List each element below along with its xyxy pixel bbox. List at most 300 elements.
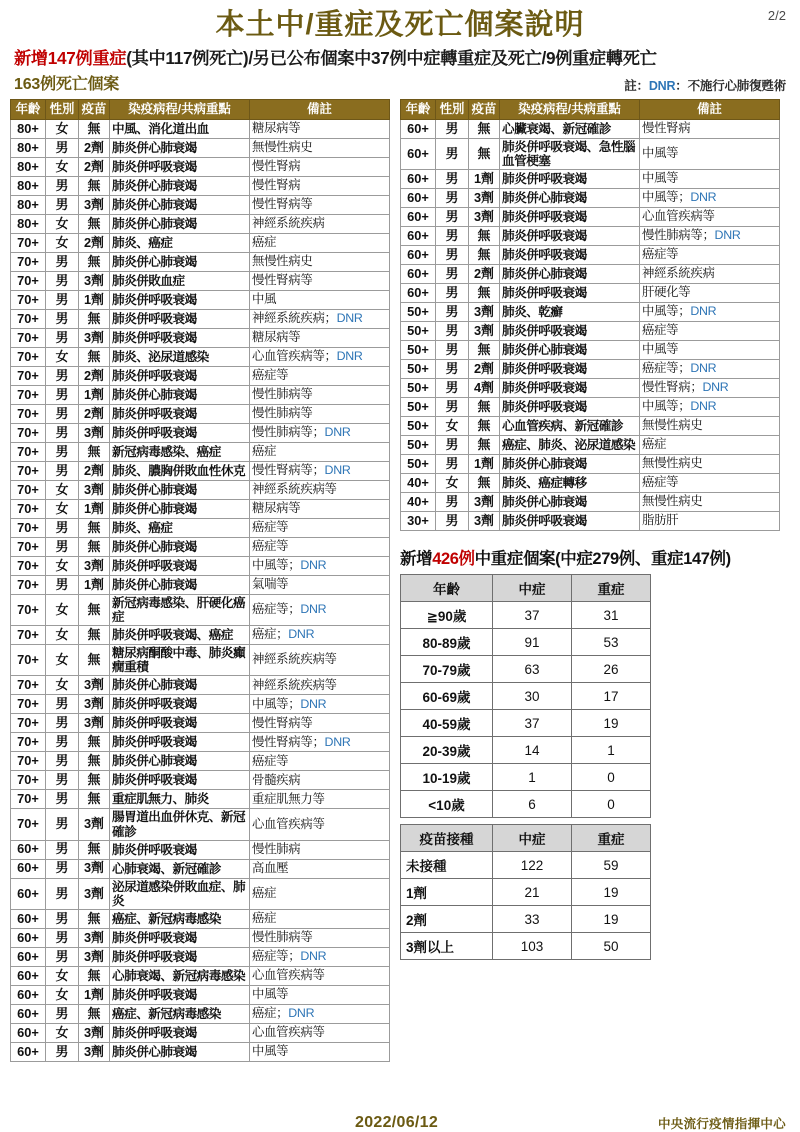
cell-vaccine: 2劑 bbox=[469, 360, 500, 379]
stats-title-suffix: 中重症個案(中症279例、重症147例) bbox=[474, 550, 731, 569]
table-row bbox=[11, 1042, 390, 1061]
cell-age: 70+ bbox=[11, 676, 46, 695]
cell-age: 70+ bbox=[11, 500, 46, 519]
cell-sex: 男 bbox=[46, 424, 79, 443]
cell-age: 80+ bbox=[11, 196, 46, 215]
cell-age: 60+ bbox=[11, 985, 46, 1004]
cell-remark: 心血管疾病等；DNR bbox=[250, 348, 390, 367]
cell-course: 肺炎併心肺衰竭 bbox=[110, 196, 250, 215]
cell-course: 肺炎併心肺衰竭 bbox=[500, 341, 640, 360]
table-row bbox=[11, 626, 390, 645]
cell-sex: 男 bbox=[436, 493, 469, 512]
cell-remark: 癌症；DNR bbox=[250, 626, 390, 645]
table-row bbox=[11, 878, 390, 909]
cell-vaccine: 無 bbox=[79, 626, 110, 645]
dnr-tag: DNR bbox=[288, 1005, 315, 1020]
stats-cell-label: 1劑 bbox=[401, 879, 493, 906]
cell-remark: 氣喘等 bbox=[250, 576, 390, 595]
cell-vaccine: 3劑 bbox=[79, 1042, 110, 1061]
age-statistics-table bbox=[400, 574, 651, 818]
cell-sex: 男 bbox=[436, 436, 469, 455]
cell-sex: 男 bbox=[46, 386, 79, 405]
cell-vaccine: 1劑 bbox=[79, 500, 110, 519]
table-row bbox=[401, 629, 651, 656]
col-header-remark: 備註 bbox=[250, 99, 390, 119]
col-header-sex: 性別 bbox=[46, 99, 79, 119]
cell-sex: 男 bbox=[436, 512, 469, 531]
cell-course: 心肺衰竭、新冠病毒感染 bbox=[110, 966, 250, 985]
stats-cell-severe: 0 bbox=[572, 764, 651, 791]
cell-age: 80+ bbox=[11, 158, 46, 177]
cell-remark: 慢性肺病等；DNR bbox=[250, 424, 390, 443]
cell-remark: 慢性肺病等 bbox=[250, 928, 390, 947]
cell-vaccine: 無 bbox=[79, 253, 110, 272]
cell-remark: 慢性腎病 bbox=[250, 177, 390, 196]
cell-sex: 男 bbox=[436, 398, 469, 417]
cell-sex: 男 bbox=[46, 519, 79, 538]
cell-age: 70+ bbox=[11, 310, 46, 329]
cell-sex: 男 bbox=[46, 177, 79, 196]
dnr-tag: DNR bbox=[324, 425, 351, 440]
stats-cell-severe: 53 bbox=[572, 629, 651, 656]
stats-cell-label: 3劑以上 bbox=[401, 933, 493, 960]
cell-course: 肺炎併呼吸衰竭 bbox=[110, 771, 250, 790]
table-row bbox=[11, 645, 390, 676]
cell-age: 70+ bbox=[11, 809, 46, 840]
dnr-note bbox=[624, 76, 786, 94]
cell-remark: 中風等；DNR bbox=[640, 303, 780, 322]
cell-remark: 神經系統疾病；DNR bbox=[250, 310, 390, 329]
table-row bbox=[11, 139, 390, 158]
cell-vaccine: 3劑 bbox=[79, 714, 110, 733]
cell-vaccine: 無 bbox=[469, 341, 500, 360]
cell-age: 70+ bbox=[11, 481, 46, 500]
subtitle-line bbox=[0, 49, 800, 68]
cell-vaccine: 1劑 bbox=[469, 170, 500, 189]
cell-sex: 女 bbox=[436, 417, 469, 436]
cell-course: 泌尿道感染併敗血症、肺炎 bbox=[110, 878, 250, 909]
cell-age: 70+ bbox=[11, 329, 46, 348]
cell-vaccine: 無 bbox=[469, 417, 500, 436]
cell-age: 70+ bbox=[11, 386, 46, 405]
cell-course: 中風、消化道出血 bbox=[110, 120, 250, 139]
cell-vaccine: 3劑 bbox=[79, 424, 110, 443]
cell-sex: 女 bbox=[46, 234, 79, 253]
cell-course: 重症肌無力、肺炎 bbox=[110, 790, 250, 809]
cell-vaccine: 無 bbox=[469, 227, 500, 246]
cell-remark: 中風等 bbox=[250, 1042, 390, 1061]
cell-course: 肺炎併心肺衰竭 bbox=[110, 215, 250, 234]
cell-course: 肺炎併呼吸衰竭 bbox=[500, 322, 640, 341]
cell-course: 癌症、肺炎、泌尿道感染 bbox=[500, 436, 640, 455]
table-row bbox=[11, 752, 390, 771]
cell-vaccine: 1劑 bbox=[79, 386, 110, 405]
table-row bbox=[401, 852, 651, 879]
cell-course: 癌症、新冠病毒感染 bbox=[110, 909, 250, 928]
cell-age: 70+ bbox=[11, 595, 46, 626]
table-row bbox=[11, 840, 390, 859]
cell-remark: 無慢性病史 bbox=[640, 455, 780, 474]
cell-course: 肺炎併呼吸衰竭 bbox=[500, 360, 640, 379]
stats-cell-severe: 59 bbox=[572, 852, 651, 879]
stats-cell-moderate: 122 bbox=[493, 852, 572, 879]
cell-remark: 神經系統疾病等 bbox=[250, 645, 390, 676]
table-row bbox=[11, 158, 390, 177]
table-row bbox=[11, 424, 390, 443]
table-row bbox=[11, 348, 390, 367]
cell-vaccine: 無 bbox=[79, 120, 110, 139]
cell-sex: 女 bbox=[46, 985, 79, 1004]
table-row bbox=[401, 360, 780, 379]
cell-age: 60+ bbox=[401, 246, 436, 265]
cell-remark: 癌症等 bbox=[640, 322, 780, 341]
cell-remark: 糖尿病等 bbox=[250, 500, 390, 519]
footer-organization: 中央流行疫情指揮中心 bbox=[657, 1117, 786, 1131]
cell-course: 肺炎併呼吸衰竭 bbox=[110, 329, 250, 348]
cell-age: 70+ bbox=[11, 253, 46, 272]
cell-age: 60+ bbox=[401, 265, 436, 284]
cell-vaccine: 3劑 bbox=[469, 208, 500, 227]
cell-sex: 男 bbox=[436, 322, 469, 341]
stats-cell-severe: 1 bbox=[572, 737, 651, 764]
cell-age: 70+ bbox=[11, 557, 46, 576]
table-header-row bbox=[401, 825, 651, 852]
table-row bbox=[401, 189, 780, 208]
table-row bbox=[11, 177, 390, 196]
dnr-tag: DNR bbox=[690, 190, 717, 205]
cell-course: 腸胃道出血併休克、新冠確診 bbox=[110, 809, 250, 840]
cell-course: 肺炎併呼吸衰竭 bbox=[500, 379, 640, 398]
cell-course: 肺炎併心肺衰竭 bbox=[110, 177, 250, 196]
table-row bbox=[11, 809, 390, 840]
cell-remark: 慢性肺病 bbox=[250, 840, 390, 859]
cell-remark: 骨髓疾病 bbox=[250, 771, 390, 790]
stats-col-moderate: 中症 bbox=[493, 825, 572, 852]
cell-vaccine: 無 bbox=[79, 443, 110, 462]
cell-sex: 男 bbox=[46, 462, 79, 481]
cell-sex: 男 bbox=[436, 139, 469, 170]
cell-sex: 女 bbox=[46, 645, 79, 676]
cell-vaccine: 無 bbox=[79, 1004, 110, 1023]
cell-vaccine: 3劑 bbox=[79, 481, 110, 500]
dnr-tag: DNR bbox=[690, 304, 717, 319]
cell-vaccine: 2劑 bbox=[79, 158, 110, 177]
cell-sex: 男 bbox=[46, 695, 79, 714]
cell-age: 60+ bbox=[401, 170, 436, 189]
cell-sex: 男 bbox=[46, 576, 79, 595]
cell-remark: 中風等 bbox=[640, 170, 780, 189]
statistics-section bbox=[400, 545, 780, 960]
cell-sex: 男 bbox=[46, 253, 79, 272]
cell-vaccine: 3劑 bbox=[79, 928, 110, 947]
cell-vaccine: 2劑 bbox=[79, 139, 110, 158]
cell-remark: 無慢性病史 bbox=[640, 417, 780, 436]
cell-vaccine: 2劑 bbox=[79, 234, 110, 253]
cell-course: 肺炎、泌尿道感染 bbox=[110, 348, 250, 367]
cell-sex: 女 bbox=[46, 215, 79, 234]
cell-remark: 心血管疾病等 bbox=[250, 809, 390, 840]
cell-course: 肺炎、乾癬 bbox=[500, 303, 640, 322]
cell-course: 肺炎併心肺衰竭 bbox=[110, 481, 250, 500]
table-row bbox=[11, 695, 390, 714]
footer-date: 2022/06/12 bbox=[355, 1114, 439, 1131]
table-row bbox=[401, 879, 651, 906]
stats-cell-moderate: 91 bbox=[493, 629, 572, 656]
cell-vaccine: 3劑 bbox=[79, 676, 110, 695]
cell-remark: 癌症等 bbox=[640, 474, 780, 493]
cell-sex: 男 bbox=[46, 443, 79, 462]
table-row bbox=[401, 208, 780, 227]
cell-course: 肺炎、膿胸併敗血性休克 bbox=[110, 462, 250, 481]
cell-remark: 癌症；DNR bbox=[250, 1004, 390, 1023]
cell-sex: 男 bbox=[46, 771, 79, 790]
cell-course: 肺炎併心肺衰竭 bbox=[500, 493, 640, 512]
cell-vaccine: 無 bbox=[469, 398, 500, 417]
cell-course: 肺炎併呼吸衰竭 bbox=[110, 557, 250, 576]
cell-course: 肺炎併呼吸衰竭 bbox=[500, 284, 640, 303]
table-row bbox=[11, 947, 390, 966]
cell-sex: 男 bbox=[436, 208, 469, 227]
cell-sex: 男 bbox=[436, 303, 469, 322]
cell-vaccine: 無 bbox=[79, 645, 110, 676]
cell-remark: 中風等；DNR bbox=[640, 398, 780, 417]
cell-sex: 男 bbox=[436, 379, 469, 398]
cell-sex: 女 bbox=[46, 676, 79, 695]
cell-course: 肺炎併心肺衰竭 bbox=[110, 253, 250, 272]
cell-sex: 男 bbox=[436, 170, 469, 189]
table-row bbox=[11, 928, 390, 947]
table-row bbox=[401, 474, 780, 493]
statistics-title bbox=[400, 545, 780, 569]
table-row bbox=[401, 120, 780, 139]
cell-sex: 女 bbox=[46, 120, 79, 139]
cell-vaccine: 1劑 bbox=[79, 985, 110, 1004]
cell-sex: 男 bbox=[46, 367, 79, 386]
cell-vaccine: 3劑 bbox=[469, 303, 500, 322]
cell-sex: 男 bbox=[436, 189, 469, 208]
cell-course: 肺炎併呼吸衰竭 bbox=[110, 158, 250, 177]
cell-age: 70+ bbox=[11, 519, 46, 538]
cell-sex: 女 bbox=[46, 595, 79, 626]
stats-cell-severe: 50 bbox=[572, 933, 651, 960]
cell-course: 心肺衰竭、新冠確診 bbox=[110, 859, 250, 878]
cell-age: 60+ bbox=[11, 1042, 46, 1061]
cell-remark: 中風等；DNR bbox=[250, 557, 390, 576]
stats-cell-moderate: 6 bbox=[493, 791, 572, 818]
cell-age: 50+ bbox=[401, 360, 436, 379]
vaccine-statistics-table bbox=[400, 824, 651, 960]
table-row bbox=[11, 1023, 390, 1042]
cell-age: 80+ bbox=[11, 120, 46, 139]
cell-age: 70+ bbox=[11, 291, 46, 310]
cell-sex: 女 bbox=[46, 1023, 79, 1042]
table-row bbox=[11, 329, 390, 348]
cell-remark: 無慢性病史 bbox=[640, 493, 780, 512]
dnr-tag: DNR bbox=[690, 399, 717, 414]
cell-course: 肺炎併心肺衰竭 bbox=[110, 386, 250, 405]
cell-age: 60+ bbox=[11, 1004, 46, 1023]
cell-sex: 男 bbox=[46, 752, 79, 771]
cell-age: 60+ bbox=[11, 909, 46, 928]
cell-remark: 癌症等 bbox=[250, 752, 390, 771]
cell-course: 肺炎、癌症轉移 bbox=[500, 474, 640, 493]
cell-age: 60+ bbox=[11, 928, 46, 947]
cell-age: 70+ bbox=[11, 626, 46, 645]
cell-remark: 癌症等；DNR bbox=[250, 595, 390, 626]
table-row bbox=[11, 519, 390, 538]
cell-vaccine: 3劑 bbox=[79, 272, 110, 291]
table-row bbox=[11, 443, 390, 462]
cell-vaccine: 無 bbox=[469, 284, 500, 303]
cell-age: 70+ bbox=[11, 538, 46, 557]
table-row bbox=[11, 234, 390, 253]
cell-course: 肺炎併呼吸衰竭 bbox=[500, 227, 640, 246]
table-row bbox=[11, 291, 390, 310]
cell-course: 肺炎、癌症 bbox=[110, 234, 250, 253]
table-row bbox=[401, 170, 780, 189]
stats-cell-moderate: 30 bbox=[493, 683, 572, 710]
cell-sex: 男 bbox=[436, 455, 469, 474]
cell-age: 60+ bbox=[11, 1023, 46, 1042]
stats-cell-severe: 26 bbox=[572, 656, 651, 683]
cell-age: 70+ bbox=[11, 645, 46, 676]
cell-course: 肺炎併呼吸衰竭 bbox=[110, 424, 250, 443]
stats-title-prefix: 新增 bbox=[400, 550, 433, 569]
cell-vaccine: 無 bbox=[469, 120, 500, 139]
cell-remark: 神經系統疾病 bbox=[250, 215, 390, 234]
cell-age: 70+ bbox=[11, 695, 46, 714]
cell-sex: 男 bbox=[46, 272, 79, 291]
cell-sex: 女 bbox=[46, 626, 79, 645]
cell-sex: 男 bbox=[436, 246, 469, 265]
table-row bbox=[401, 656, 651, 683]
stats-title-count: 426例 bbox=[432, 550, 475, 569]
cell-remark: 神經系統疾病等 bbox=[250, 481, 390, 500]
cell-sex: 男 bbox=[46, 329, 79, 348]
col-header-course: 染疫病程/共病重點 bbox=[110, 99, 250, 119]
dnr-tag: DNR bbox=[324, 734, 351, 749]
vaccine-statistics-body bbox=[401, 852, 651, 960]
dnr-tag: DNR bbox=[702, 380, 729, 395]
cell-sex: 男 bbox=[46, 291, 79, 310]
cell-sex: 女 bbox=[46, 348, 79, 367]
cell-remark: 慢性肺病等；DNR bbox=[640, 227, 780, 246]
cell-course: 肺炎併呼吸衰竭 bbox=[110, 291, 250, 310]
cell-sex: 男 bbox=[436, 341, 469, 360]
stats-col-severe: 重症 bbox=[572, 575, 651, 602]
cell-age: 60+ bbox=[11, 878, 46, 909]
cell-remark: 慢性腎病等 bbox=[250, 272, 390, 291]
cell-age: 60+ bbox=[11, 859, 46, 878]
cell-course: 肺炎併呼吸衰竭、癌症 bbox=[110, 626, 250, 645]
cell-sex: 男 bbox=[46, 840, 79, 859]
table-row bbox=[401, 791, 651, 818]
cell-vaccine: 無 bbox=[79, 733, 110, 752]
dnr-tag: DNR bbox=[300, 602, 327, 617]
cell-vaccine: 無 bbox=[79, 310, 110, 329]
cell-sex: 男 bbox=[46, 947, 79, 966]
cell-course: 肺炎併呼吸衰竭 bbox=[110, 310, 250, 329]
cell-sex: 男 bbox=[46, 878, 79, 909]
table-row bbox=[401, 322, 780, 341]
table-row bbox=[401, 602, 651, 629]
subtitle-second-row bbox=[0, 68, 800, 94]
death-count-label: 163例死亡個案 bbox=[14, 75, 120, 93]
cell-age: 60+ bbox=[401, 284, 436, 303]
cell-age: 60+ bbox=[11, 947, 46, 966]
cell-age: 30+ bbox=[401, 512, 436, 531]
note-prefix: 註： bbox=[624, 78, 649, 93]
cell-sex: 男 bbox=[46, 538, 79, 557]
cell-vaccine: 3劑 bbox=[469, 493, 500, 512]
cell-course: 肺炎併心肺衰竭 bbox=[110, 500, 250, 519]
cell-remark: 中風 bbox=[250, 291, 390, 310]
cell-age: 70+ bbox=[11, 733, 46, 752]
cell-age: 60+ bbox=[401, 227, 436, 246]
cell-sex: 男 bbox=[46, 790, 79, 809]
cell-age: 70+ bbox=[11, 234, 46, 253]
cell-vaccine: 無 bbox=[79, 215, 110, 234]
table-row bbox=[11, 985, 390, 1004]
dnr-tag: DNR bbox=[300, 558, 327, 573]
stats-cell-severe: 17 bbox=[572, 683, 651, 710]
col-header-course: 染疫病程/共病重點 bbox=[500, 99, 640, 119]
cell-course: 肺炎併呼吸衰竭 bbox=[110, 840, 250, 859]
cell-course: 肺炎併心肺衰竭 bbox=[500, 189, 640, 208]
table-row bbox=[11, 1004, 390, 1023]
table-row bbox=[401, 436, 780, 455]
cell-age: 70+ bbox=[11, 272, 46, 291]
stats-cell-label: 80-89歲 bbox=[401, 629, 493, 656]
cell-remark: 中風等；DNR bbox=[640, 189, 780, 208]
table-row bbox=[11, 462, 390, 481]
cell-course: 肺炎併心肺衰竭 bbox=[500, 265, 640, 284]
table-row bbox=[401, 710, 651, 737]
cell-course: 肺炎併心肺衰竭 bbox=[110, 676, 250, 695]
cell-vaccine: 3劑 bbox=[79, 878, 110, 909]
table-row bbox=[11, 966, 390, 985]
cell-age: 60+ bbox=[401, 189, 436, 208]
cell-vaccine: 3劑 bbox=[79, 859, 110, 878]
cell-remark: 慢性腎病等 bbox=[250, 714, 390, 733]
page-title: 本土中/重症及死亡個案說明 bbox=[215, 9, 585, 41]
cell-remark: 糖尿病等 bbox=[250, 120, 390, 139]
cell-sex: 女 bbox=[46, 158, 79, 177]
table-header-row bbox=[401, 99, 780, 119]
cell-age: 50+ bbox=[401, 398, 436, 417]
cell-sex: 男 bbox=[46, 1042, 79, 1061]
cell-age: 50+ bbox=[401, 303, 436, 322]
cell-course: 肺炎併呼吸衰竭 bbox=[500, 398, 640, 417]
cell-age: 50+ bbox=[401, 341, 436, 360]
cell-sex: 男 bbox=[46, 714, 79, 733]
stats-cell-moderate: 33 bbox=[493, 906, 572, 933]
table-row bbox=[401, 398, 780, 417]
cell-remark: 癌症等 bbox=[640, 246, 780, 265]
cell-remark: 癌症 bbox=[640, 436, 780, 455]
table-row bbox=[11, 538, 390, 557]
cell-vaccine: 3劑 bbox=[469, 512, 500, 531]
stats-cell-severe: 19 bbox=[572, 879, 651, 906]
cell-course: 肺炎併心肺衰竭 bbox=[110, 538, 250, 557]
cell-course: 糖尿病酮酸中毒、肺炎癲癇重積 bbox=[110, 645, 250, 676]
cell-age: 50+ bbox=[401, 455, 436, 474]
cell-age: 70+ bbox=[11, 462, 46, 481]
cell-age: 40+ bbox=[401, 493, 436, 512]
cell-remark: 神經系統疾病 bbox=[640, 265, 780, 284]
table-header-row bbox=[401, 575, 651, 602]
stats-cell-moderate: 103 bbox=[493, 933, 572, 960]
